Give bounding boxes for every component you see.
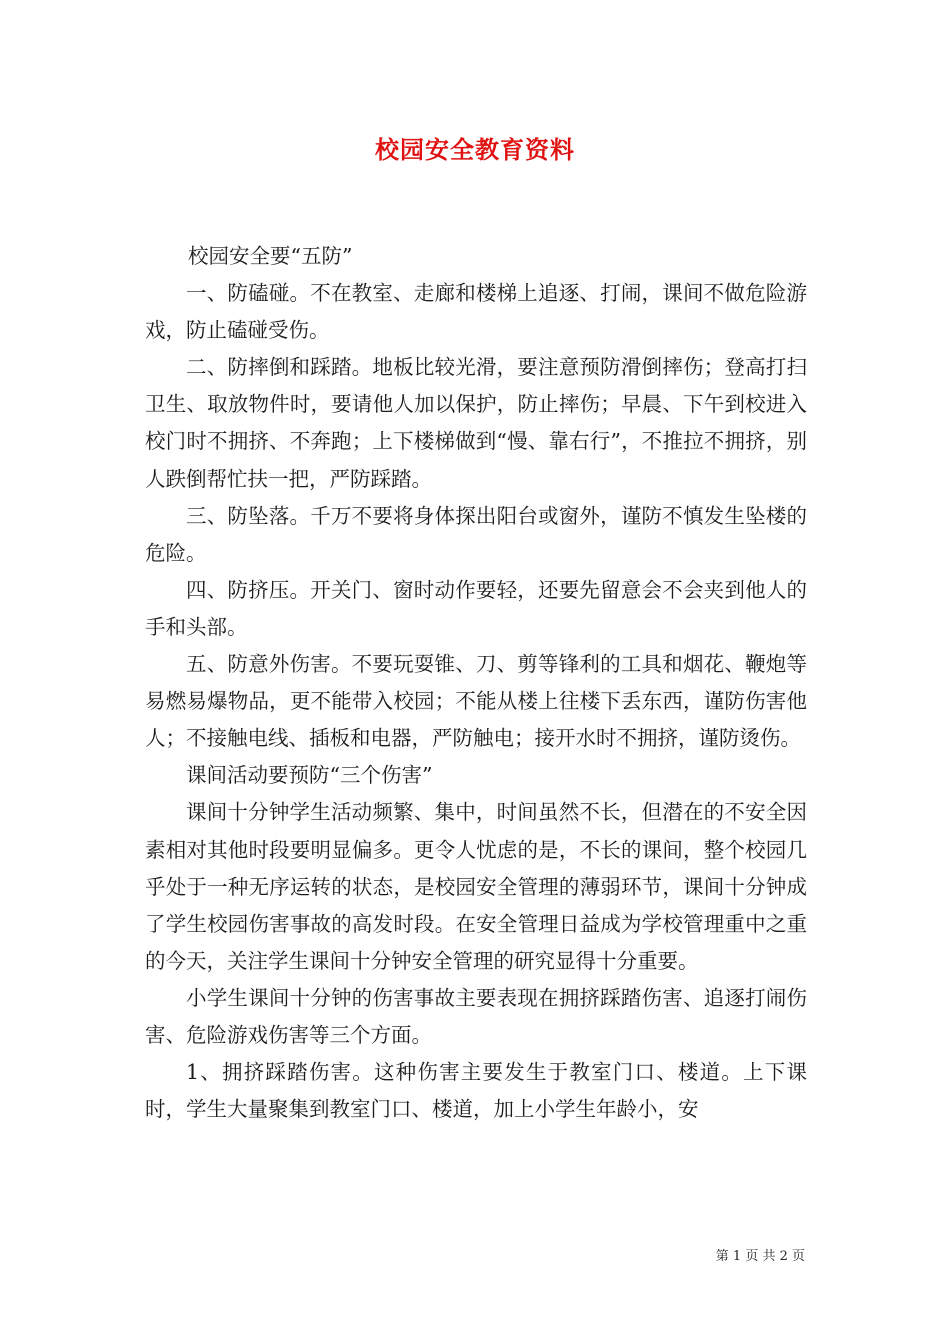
paragraph: 四、防挤压。开关门、窗时动作要轻，还要先留意会不会夹到他人的手和头部。: [145, 577, 807, 639]
document-title: 校园安全教育资料: [375, 135, 575, 164]
page-number: 第 1 页 共 2 页: [715, 1249, 805, 1264]
paragraph: 1、拥挤踩踏伤害。这种伤害主要发生于教室门口、楼道。上下课时，学生大量聚集到教室门口、楼道，加上小学生年龄小，安: [145, 1060, 807, 1122]
document-body: [145, 238, 807, 1128]
section-heading-three-injuries: 课间活动要预防“三个伤害”: [186, 763, 433, 788]
section-heading-five-precautions: 校园安全要“五防”: [188, 244, 353, 268]
paragraph: 五、防意外伤害。不要玩耍锥、刀、剪等锋利的工具和烟花、鞭炮等易燃易爆物品，更不能带入校园；不能从楼上往楼下丢东西，谨防伤害他人；不接触电线、插板和电器，严防触电；接开水时不拥挤，谨防烫伤。: [145, 652, 807, 751]
paragraph: 三、防坠落。千万不要将身体探出阳台或窗外，谨防不慎发生坠楼的危险。: [145, 503, 807, 565]
paragraph: 二、防摔倒和踩踏。地板比较光滑，要注意预防滑倒摔伤；登高打扫卫生、取放物件时，要请他人加以保护，防止摔伤；早晨、下午到校进入校门时不拥挤、不奔跑；上下楼梯做到“慢、靠右行”，不推拉不拥挤，别人跌倒帮忙扶一把，严防踩踏。: [145, 355, 807, 491]
paragraph: 小学生课间十分钟的伤害事故主要表现在拥挤踩踏伤害、追逐打闹伤害、危险游戏伤害等三个方面。: [145, 985, 807, 1047]
paragraph: 一、防磕碰。不在教室、走廊和楼梯上追逐、打闹，课间不做危险游戏，防止磕碰受伤。: [145, 281, 807, 343]
paragraph: 课间十分钟学生活动频繁、集中，时间虽然不长，但潜在的不安全因素相对其他时段要明显偏多。更令人忧虑的是，不长的课间，整个校园几乎处于一种无序运转的状态，是校园安全管理的薄弱环节，课间十分钟成了学生校园伤害事故的高发时段。在安全管理日益成为学校管理重中之重的今天，关注学生课间十分钟安全管理的研究显得十分重要。: [145, 800, 807, 973]
